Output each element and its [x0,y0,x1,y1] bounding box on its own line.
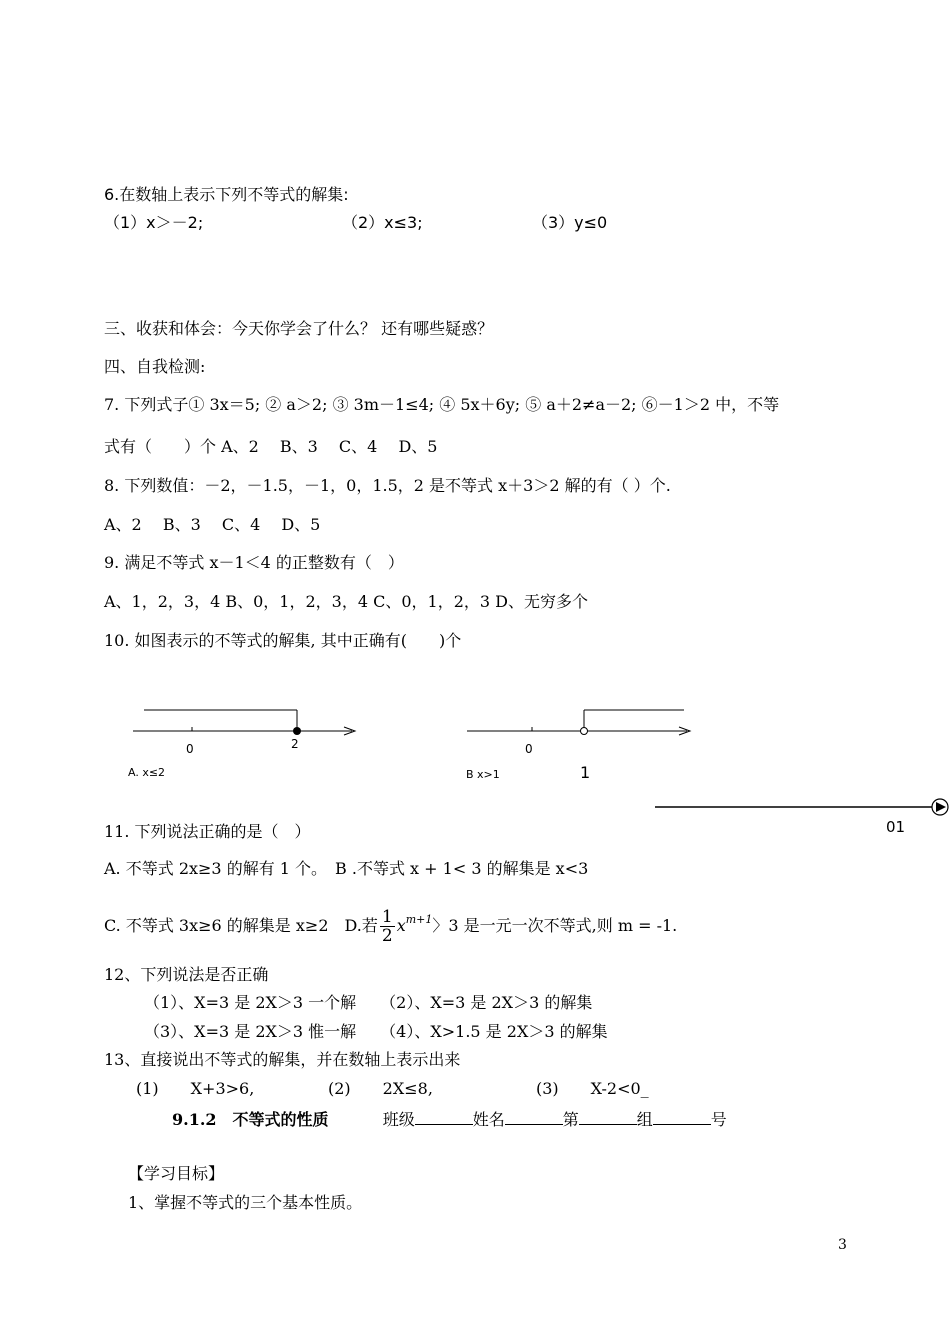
q12-row2: （3）、X=3 是 2X＞3 惟一解 （4）、X>1.5 是 2X＞3 的解集 [144,1022,608,1041]
q11-options-cd [104,898,678,946]
caption-a: A. x≤2 [128,766,166,779]
section-title: 9.1.2 不等式的性质 [172,1110,329,1129]
group-label: 组 [636,1110,653,1129]
q11-option-c: C. 不等式 3x≥6 的解集是 x≥2 D.若 [104,916,378,935]
page-number: 3 [838,1237,847,1253]
class-label: 班级 [382,1110,415,1129]
number-line-figure-c [650,790,950,840]
exponent: m+1 [405,913,433,926]
class-blank[interactable] [415,1108,473,1125]
q12-line1: 12、下列说法是否正确 [104,965,269,984]
q7-line2: 式有（ ）个 A、2 B、3 C、4 D、5 [104,437,438,456]
q8-line1: 8. 下列数值：－2，－1.5，－1，0，1.5，2 是不等式 x＋3＞2 解的有（ ）个. [104,476,671,495]
q12-row1: （1）、X=3 是 2X＞3 一个解 （2）、X=3 是 2X＞3 的解集 [144,993,593,1012]
q6-item-2: （2）x≤3; [342,213,423,232]
q9-line1: 9. 满足不等式 x－1＜4 的正整数有（ ） [104,553,404,572]
section-4-heading: 四、自我检测: [104,357,206,376]
q11-options-ab: A. 不等式 2x≥3 的解有 1 个。 B .不等式 x + 1< 3 的解集是 x<3 [104,859,589,878]
q11-option-d-tail: 〉3 是一元一次不等式,则 m = -1. [432,916,678,935]
group-blank[interactable] [579,1108,637,1125]
tick-label-1: 1 [580,763,591,782]
tick-label-0: 0 [186,742,194,756]
name-label: 姓名 [472,1110,505,1129]
number-label: 号 [710,1110,727,1129]
tick-label-0: 0 [525,742,533,756]
q9-options: A、1，2，3，4 B、0，1，2，3，4 C、0，1，2，3 D、无穷多个 [104,592,588,611]
q7-line1: 7. 下列式子① 3x＝5; ② a＞2; ③ 3m－1≤4; ④ 5x＋6y; ⑤ a＋2≠a－2; ⑥－1＞2 中，不等 [104,395,780,414]
variable-x: x [396,916,406,935]
q13-item-3: (3) X-2<0_ [536,1079,649,1098]
q6-item-3: （3）y≤0 [532,213,608,232]
figure-c-label: 01 [886,818,906,836]
caption-b: B x>1 [466,768,500,781]
q6-item-1: （1）x＞－2; [104,213,204,232]
q6-title: 6.在数轴上表示下列不等式的解集: [104,185,349,204]
section-3-heading: 三、收获和体会：今天你学会了什么？ 还有哪些疑惑？ [104,319,494,338]
q13-item-1: (1) X+3>6, [136,1079,255,1098]
q10-line1: 10. 如图表示的不等式的解集, 其中正确有( )个 [104,631,462,650]
section-heading-row [172,1108,727,1130]
fraction-denominator: 2 [381,926,393,946]
number-line-figure-a [120,700,370,780]
goals-title: 【学习目标】 [128,1164,225,1183]
q13-line1: 13、直接说出不等式的解集，并在数轴上表示出来 [104,1050,461,1069]
q13-item-2: (2) 2X≤8, [328,1079,433,1098]
fraction-numerator: 1 [381,907,393,927]
goals-item-1: 1、掌握不等式的三个基本性质。 [128,1193,363,1212]
fraction [380,908,395,945]
open-dot [581,728,588,735]
group-prefix: 第 [562,1110,579,1129]
name-blank[interactable] [505,1108,563,1125]
number-line-figure-b [460,700,710,785]
number-blank[interactable] [653,1108,711,1125]
tick-label-2: 2 [291,737,299,751]
q8-options: A、2 B、3 C、4 D、5 [104,515,321,534]
closed-dot [293,727,301,735]
q11-line1: 11. 下列说法正确的是（ ） [104,822,311,841]
